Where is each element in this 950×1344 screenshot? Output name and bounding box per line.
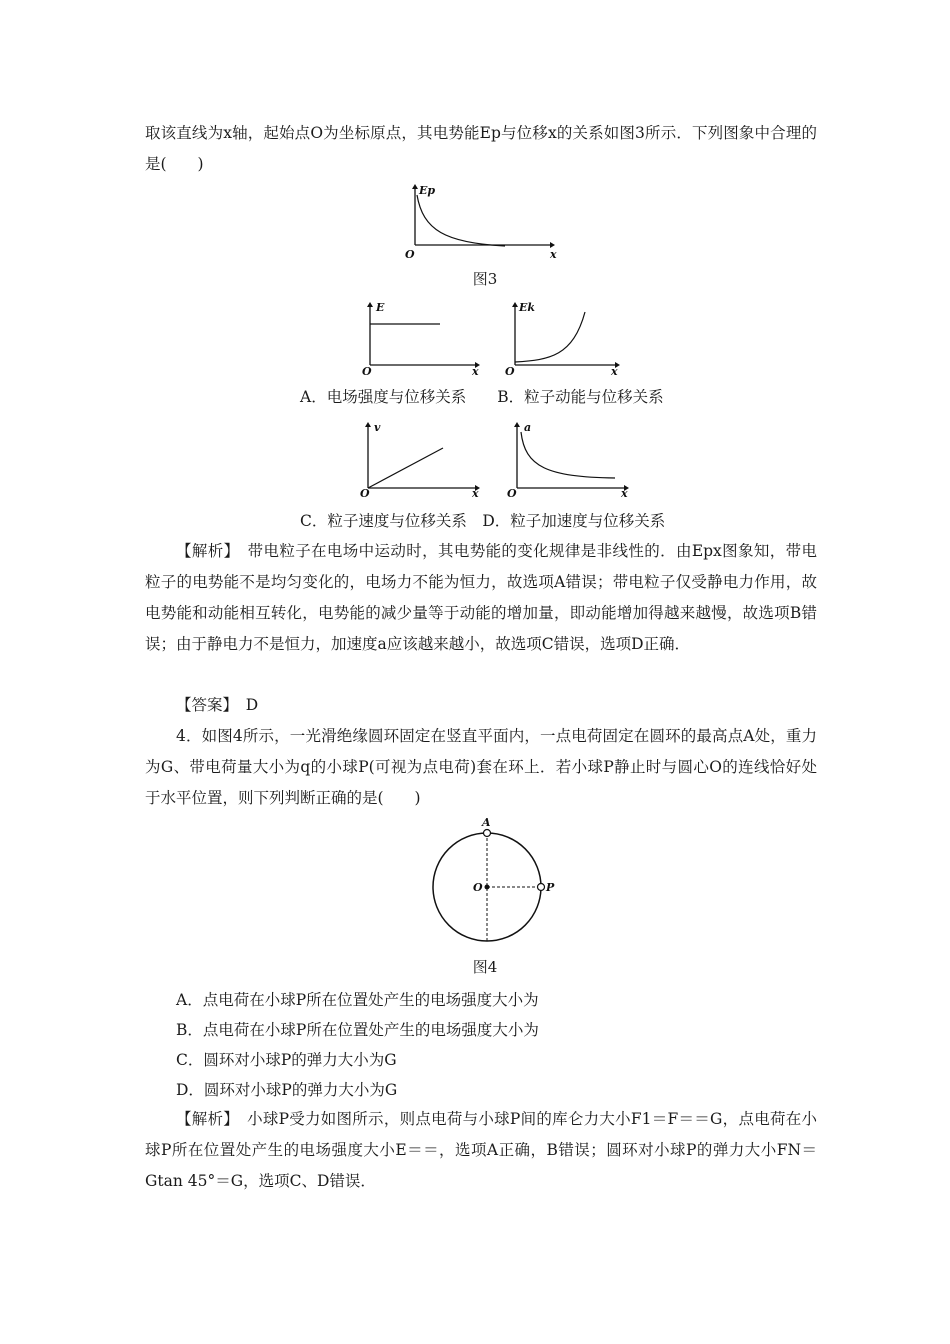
graph-d: [507, 422, 629, 498]
fig3-xlabel: x: [550, 248, 557, 261]
q4-option-c: C．圆环对小球P的弹力大小为G: [176, 1051, 397, 1069]
analysis-3-label: 【解析】: [176, 542, 232, 560]
graph-d-xlabel: x: [621, 487, 628, 500]
figure-3-caption: 图3: [472, 270, 498, 288]
graph-a-origin: O: [362, 365, 372, 378]
graph-b-origin: O: [505, 365, 515, 378]
answer-3: [145, 690, 817, 721]
q4-option-d: D．圆环对小球P的弹力大小为G: [176, 1081, 398, 1099]
graph-c-ylabel: v: [374, 421, 381, 434]
analysis-3-text: 带电粒子在电场中运动时，其电势能的变化规律是非线性的．由Epx图象知，带电粒子的电势能不是均匀变化的，电场力不能为恒力，故选项A错误；带电粒子仅受静电力作用，故电势能和动能相互转化，电势能的减少量等于动能的增加量，即动能增加得越来越慢，故选项B错误；由于静电力不是恒力，加速度a应该越来越小，故选项C错误，选项D正确．: [145, 542, 817, 653]
graph-a-xlabel: x: [472, 365, 479, 378]
q4-option-a: A．点电荷在小球P所在位置处产生的电场强度大小为: [176, 991, 539, 1009]
graph-a: [360, 301, 480, 378]
options-a-b: A．电场强度与位移关系 B．粒子动能与位移关系: [300, 388, 664, 406]
analysis-4: [145, 1104, 817, 1197]
fig3-ylabel: Ep: [419, 184, 436, 197]
graph-a-ylabel: E: [376, 301, 385, 314]
question-4-stem: 4．如图4所示，一光滑绝缘圆环固定在竖直平面内，一点电荷固定在圆环的最高点A处，重力为G、带电荷量大小为q的小球P(可视为点电荷)套在环上．若小球P静止时与圆心O的连线恰好处于水平位置，则下列判断正确的是( ): [145, 727, 817, 807]
graph-b-xlabel: x: [611, 365, 618, 378]
graph-c: [358, 422, 480, 498]
graph-d-ylabel: a: [524, 421, 532, 434]
fig4-label-a: A: [482, 816, 491, 829]
fig3-origin: O: [405, 248, 415, 261]
graph-b-ylabel: Ek: [519, 301, 536, 314]
figure-3-graph: [405, 185, 555, 265]
intro-text: 取该直线为x轴，起始点O为坐标原点，其电势能Ep与位移x的关系如图3所示．下列图象中合理的是( ): [145, 124, 817, 173]
options-c-d: C．粒子速度与位移关系 D．粒子加速度与位移关系: [300, 512, 666, 530]
figure-4-ring: [420, 818, 560, 948]
q4-option-b: B．点电荷在小球P所在位置处产生的电场强度大小为: [176, 1021, 539, 1039]
graph-c-origin: O: [360, 487, 370, 500]
analysis-4-text: 小球P受力如图所示，则点电荷与小球P间的库仑力大小F1＝F＝＝G，点电荷在小球P所在位置处产生的电场强度大小E＝＝，选项A正确，B错误；圆环对小球P的弹力大小FN＝Gtan 45°＝G，选项C、D错误．: [145, 1110, 817, 1190]
analysis-3: [145, 536, 817, 660]
figure-4-caption: 图4: [472, 958, 498, 976]
graph-b: [505, 301, 620, 378]
fig4-label-p: P: [546, 881, 555, 894]
analysis-4-label: 【解析】: [176, 1110, 232, 1128]
graph-c-xlabel: x: [472, 487, 479, 500]
answer-3-label: 【答案】: [176, 696, 231, 714]
graph-d-origin: O: [507, 487, 517, 500]
fig4-label-o: O: [473, 881, 483, 894]
answer-3-value: D: [245, 696, 259, 714]
